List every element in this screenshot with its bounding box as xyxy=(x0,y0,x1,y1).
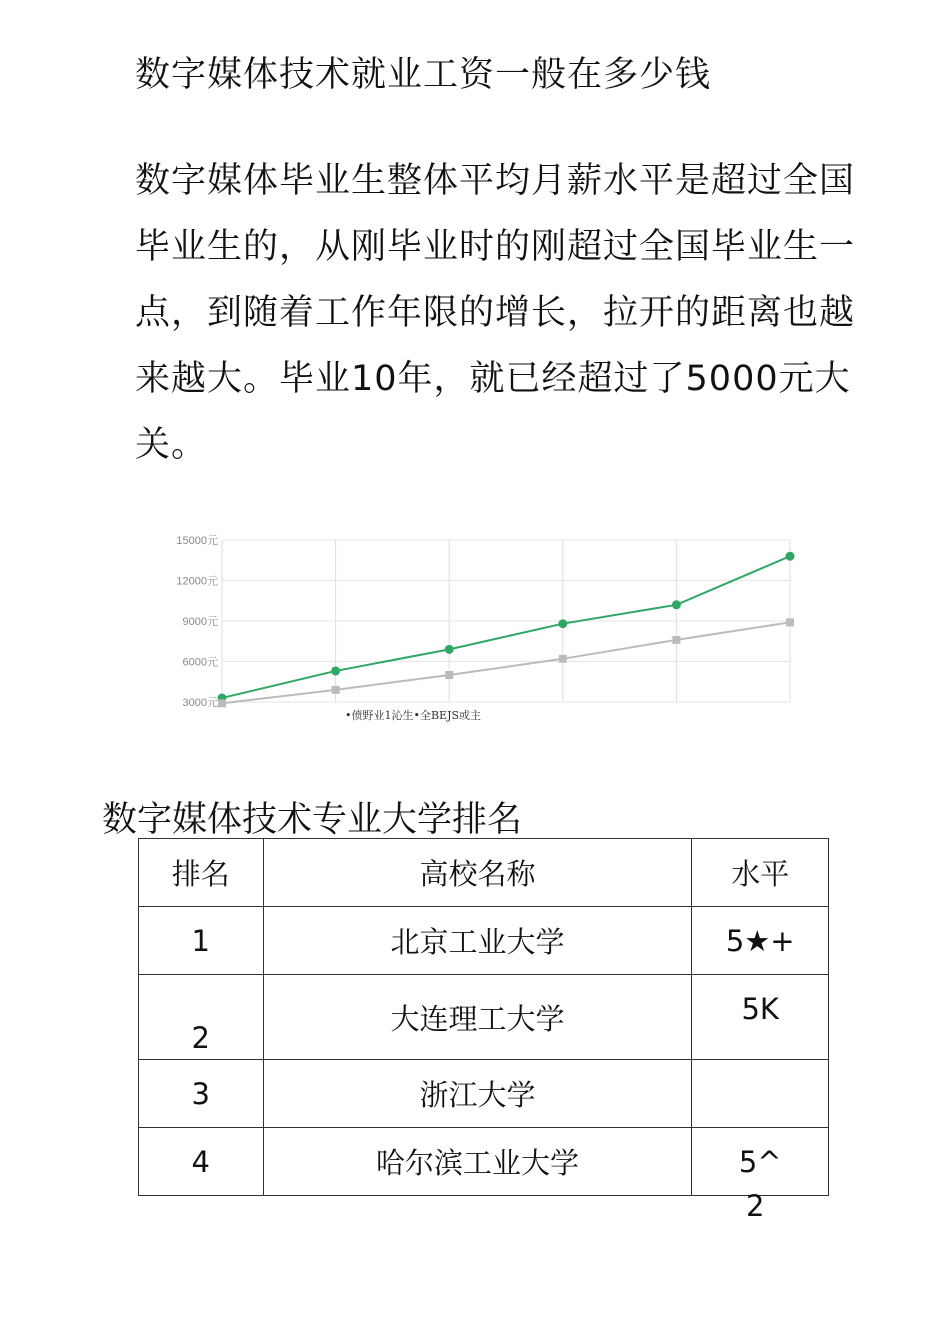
data-point xyxy=(445,671,453,679)
data-point xyxy=(786,552,795,561)
table-row xyxy=(139,1128,829,1196)
level-cell: 5^ xyxy=(692,1128,829,1196)
page-heading: 数字媒体技术就业工资一般在多少钱 xyxy=(135,55,712,95)
school-cell: 哈尔滨工业大学 xyxy=(263,1128,692,1196)
data-point xyxy=(559,655,567,663)
school-cell: 大连理工大学 xyxy=(263,975,692,1060)
data-point xyxy=(218,699,226,707)
salary-paragraph: 数字媒体毕业生整体平均月薪水平是超过全国毕业生的，从刚毕业时的刚超过全国毕业生一点，到随着工作年限的增长，拉开的距离也越来越大。毕业10年，就已经超过了5000元大关。 xyxy=(135,161,856,465)
rank-cell: 1 xyxy=(139,907,264,975)
header-rank: 排名 xyxy=(139,839,264,907)
level-cell: 5★+ xyxy=(692,907,829,975)
table-header-row xyxy=(139,839,829,907)
salary-line-chart xyxy=(160,526,800,726)
table-row xyxy=(139,907,829,975)
level-cell xyxy=(692,1060,829,1128)
y-tick-label: 6000元 xyxy=(182,656,218,669)
y-tick-label: 9000元 xyxy=(182,616,218,628)
salary-chart xyxy=(160,526,800,726)
section-title: 数字媒体技术专业大学排名 xyxy=(102,800,523,840)
header-school: 高校名称 xyxy=(263,839,692,907)
data-point xyxy=(332,686,340,694)
rank-cell: 2 xyxy=(139,975,264,1060)
header-level: 水平 xyxy=(692,839,829,907)
series-line xyxy=(222,556,790,698)
chart-legend: •偾野业1沁生•全BEJS或主 xyxy=(345,709,482,722)
data-point xyxy=(445,645,454,654)
school-cell: 北京工业大学 xyxy=(263,907,692,975)
data-point xyxy=(672,600,681,609)
table-row xyxy=(139,1060,829,1128)
table-row xyxy=(139,975,829,1060)
ranking-table xyxy=(138,838,829,1196)
series-line xyxy=(222,622,790,703)
rank-cell: 3 xyxy=(139,1060,264,1128)
rank-cell: 4 xyxy=(139,1128,264,1196)
data-point xyxy=(672,636,680,644)
y-tick-label: 3000元 xyxy=(182,697,218,709)
y-tick-label: 12000元 xyxy=(176,575,218,588)
data-point xyxy=(331,666,340,675)
data-point xyxy=(558,619,567,628)
school-cell: 浙江大学 xyxy=(263,1060,692,1128)
page-number: 2 xyxy=(746,1189,765,1223)
level-cell: 5K xyxy=(692,975,829,1060)
y-tick-label: 15000元 xyxy=(176,535,218,547)
data-point xyxy=(786,618,794,626)
